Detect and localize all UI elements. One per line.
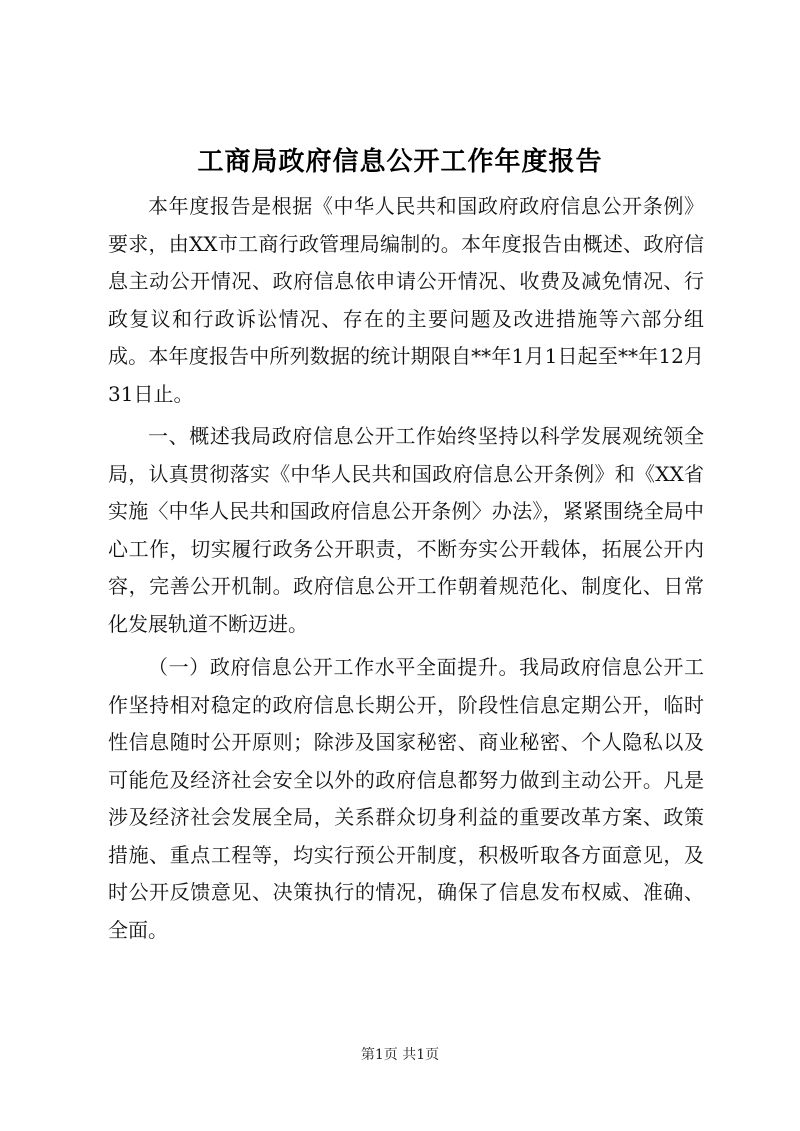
- paragraph-overview: 一、概述我局政府信息公开工作始终坚持以科学发展观统领全局，认真贯彻落实《中华人民共和国政府信息公开条例》和《XX省实施〈中华人民共和国政府信息公开条例〉办法》，紧紧围绕全局中心工作，切实履行政务公开职责，不断夯实公开载体，拓展公开内容，完善公开机制。政府信息公开工作朝着规范化、制度化、日常化发展轨道不断迈进。: [108, 424, 704, 636]
- paragraph-section-one: （一）政府信息公开工作水平全面提升。我局政府信息公开工作坚持相对稳定的政府信息长期公开，阶段性信息定期公开，临时性信息随时公开原则；除涉及国家秘密、商业秘密、个人隐私以及可能危及经济社会安全以外的政府信息都努力做到主动公开。凡是涉及经济社会发展全局，关系群众切身利益的重要改革方案、政策措施、重点工程等，均实行预公开制度，积极听取各方面意见，及时公开反馈意见、决策执行的情况，确保了信息发布权威、准确、全面。: [108, 655, 704, 942]
- paragraph-intro: 本年度报告是根据《中华人民共和国政府政府信息公开条例》要求，由XX市工商行政管理局编制的。本年度报告由概述、政府信息主动公开情况、政府信息依申请公开情况、收费及减免情况、行政复议和行政诉讼情况、存在的主要问题及改进措施等六部分组成。本年度报告中所列数据的统计期限自**年1月1日起至**年12月31日止。: [108, 194, 704, 406]
- document-title: 工商局政府信息公开工作年度报告: [197, 147, 603, 177]
- page-footer: 第1页 共1页: [360, 1047, 440, 1063]
- document-body: [108, 188, 704, 955]
